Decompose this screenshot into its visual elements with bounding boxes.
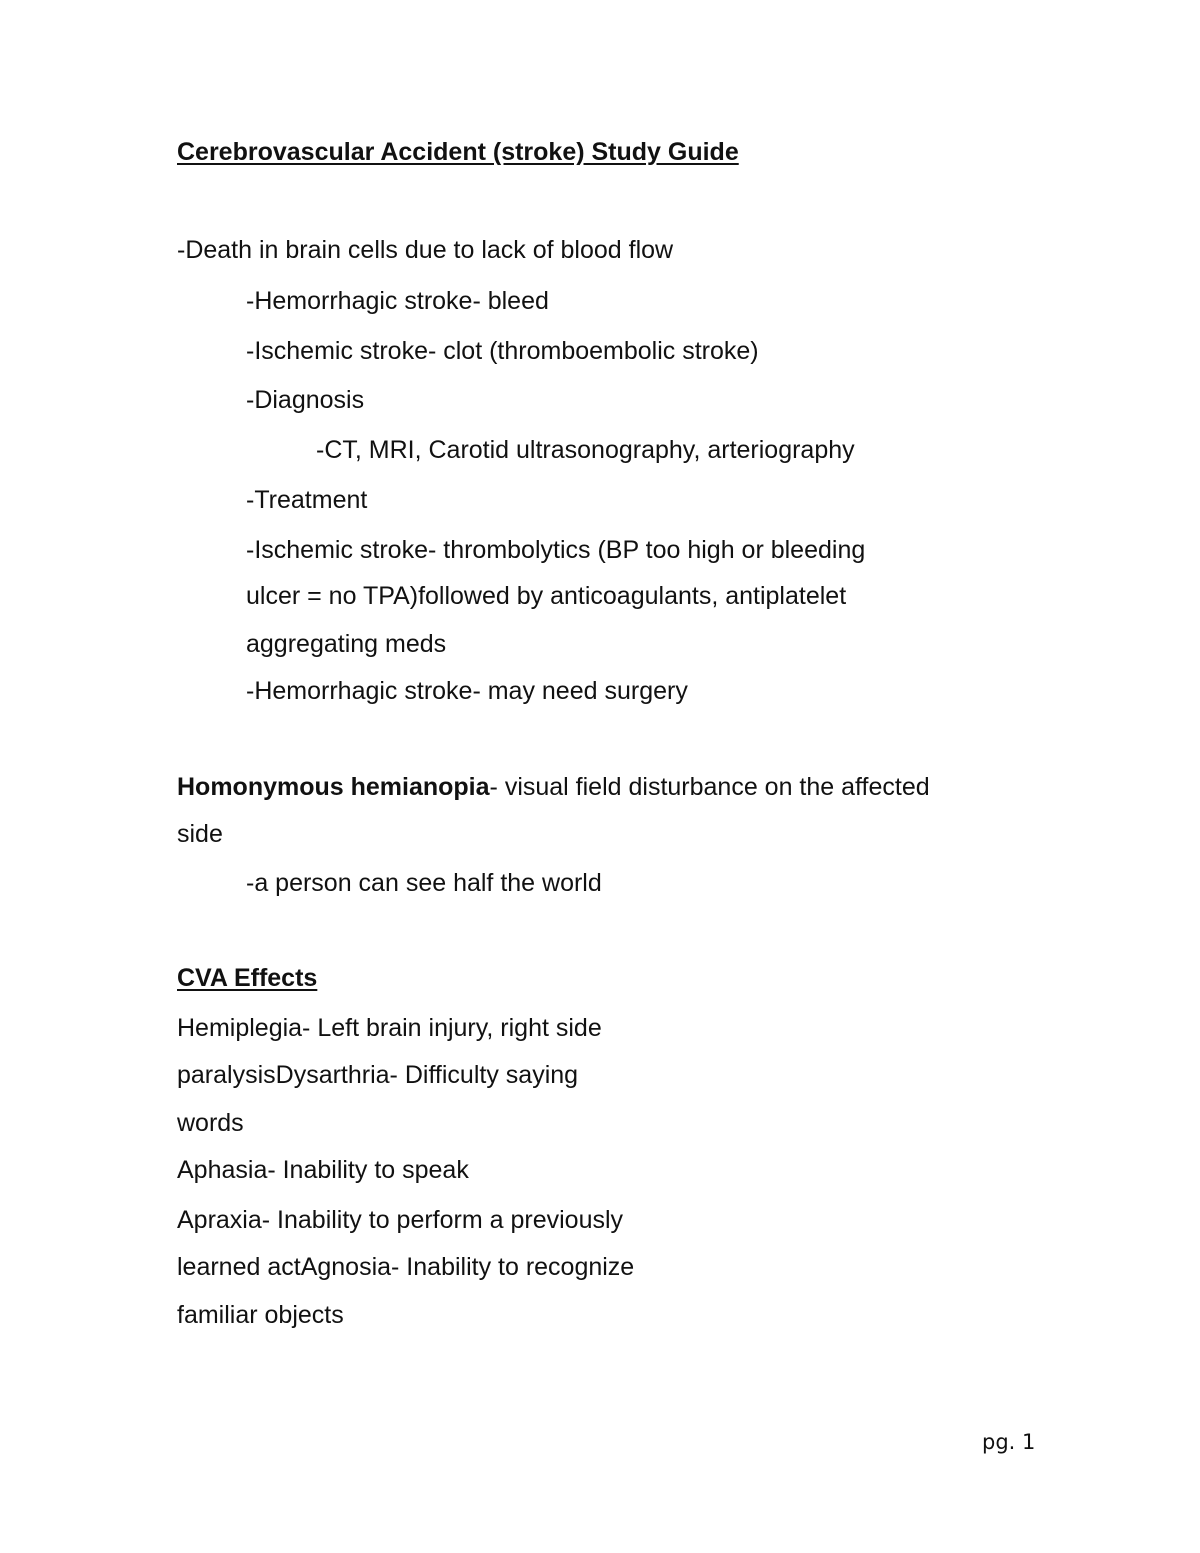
hemianopia-definition: - visual field disturbance on the affected (489, 773, 930, 801)
hemianopia-detail: -a person can see half the world (246, 869, 602, 897)
treatment-line: ulcer = no TPA)followed by anticoagulants, antiplatelet (246, 582, 847, 610)
hemianopia-term: Homonymous hemianopia (177, 773, 490, 801)
effects-line: words (177, 1109, 244, 1137)
treatment-line: -Hemorrhagic stroke- may need surgery (246, 677, 688, 705)
document-title: Cerebrovascular Accident (stroke) Study Guide (177, 138, 739, 166)
diagnosis-detail: -CT, MRI, Carotid ultrasonography, arteriography (316, 436, 855, 464)
treatment-label: -Treatment (246, 486, 368, 514)
hemianopia-line (177, 771, 930, 803)
treatment-line: aggregating meds (246, 630, 447, 658)
effects-line: Apraxia- Inability to perform a previously (177, 1206, 624, 1234)
effects-line: Aphasia- Inability to speak (177, 1156, 469, 1184)
diagnosis-label: -Diagnosis (246, 386, 365, 414)
effects-line: Hemiplegia- Left brain injury, right side (177, 1014, 602, 1042)
intro-line: -Death in brain cells due to lack of blood flow (177, 236, 674, 264)
treatment-line: -Ischemic stroke- thrombolytics (BP too high or bleeding (246, 536, 866, 564)
effects-line: learned actAgnosia- Inability to recognize (177, 1253, 635, 1281)
effects-heading: CVA Effects (177, 964, 318, 992)
stroke-type-ischemic: -Ischemic stroke- clot (thromboembolic stroke) (246, 337, 759, 365)
page-number: pg. 1 (982, 1430, 1036, 1454)
stroke-type-hemorrhagic: -Hemorrhagic stroke- bleed (246, 287, 549, 315)
hemianopia-definition-cont: side (177, 820, 223, 848)
effects-line: paralysisDysarthria- Difficulty saying (177, 1061, 579, 1089)
effects-line: familiar objects (177, 1301, 344, 1329)
